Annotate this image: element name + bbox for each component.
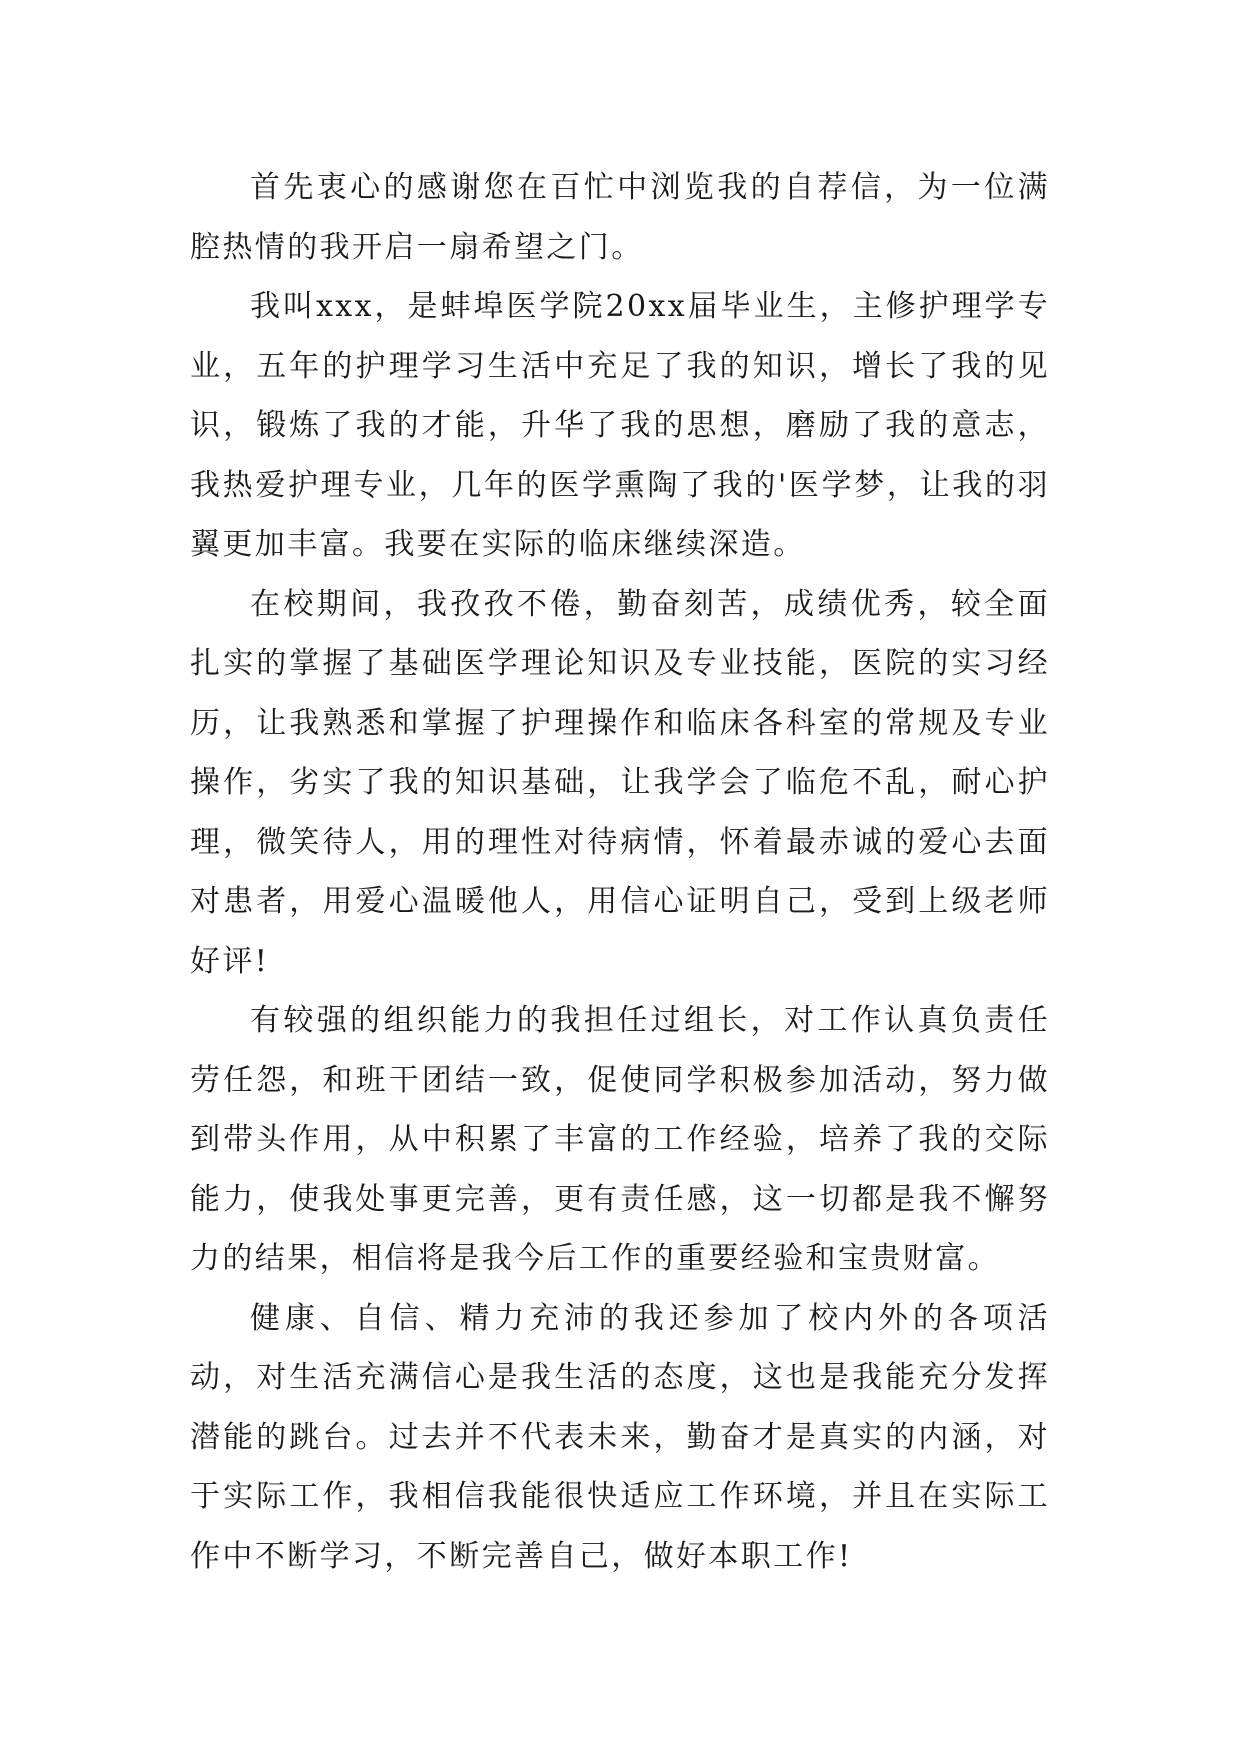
paragraph-activities: 健康、自信、精力充沛的我还参加了校内外的各项活动，对生活充满信心是我生活的态度，这也是我能充分发挥潜能的跳台。过去并不代表未来，勤奋才是真实的内涵，对于实际工作，我相信我能很快适应工作环境，并且在实际工作中不断学习，不断完善自己，做好本职工作! [190,1300,1050,1574]
paragraph-school-period: 在校期间，我孜孜不倦，勤奋刻苦，成绩优秀，较全面扎实的掌握了基础医学理论知识及专业技能，医院的实习经历，让我熟悉和掌握了护理操作和临床各科室的常规及专业操作，劣实了我的知识基础，让我学会了临危不乱，耐心护理，微笑待人，用的理性对待病情，怀着最赤诚的爱心去面对患者，用爱心温暖他人，用信心证明自己，受到上级老师好评! [190,586,1050,979]
letter-body [190,158,1050,1586]
paragraph-opening: 首先衷心的感谢您在百忙中浏览我的自荐信，为一位满腔热情的我开启一扇希望之门。 [190,170,1050,265]
paragraph-introduction: 我叫xxx，是蚌埠医学院20xx届毕业生，主修护理学专业，五年的护理学习生活中充足了我的知识，增长了我的见识，锻炼了我的才能，升华了我的思想，磨励了我的意志，我热爱护理专业，几年的医学熏陶了我的'医学梦，让我的羽翼更加丰富。我要在实际的临床继续深造。 [190,289,1050,562]
paragraph-organization-ability: 有较强的组织能力的我担任过组长，对工作认真负责任劳任怨，和班干团结一致，促使同学积极参加活动，努力做到带头作用，从中积累了丰富的工作经验，培养了我的交际能力，使我处事更完善，更有责任感，这一切都是我不懈努力的结果，相信将是我今后工作的重要经验和宝贵财富。 [190,1003,1050,1276]
